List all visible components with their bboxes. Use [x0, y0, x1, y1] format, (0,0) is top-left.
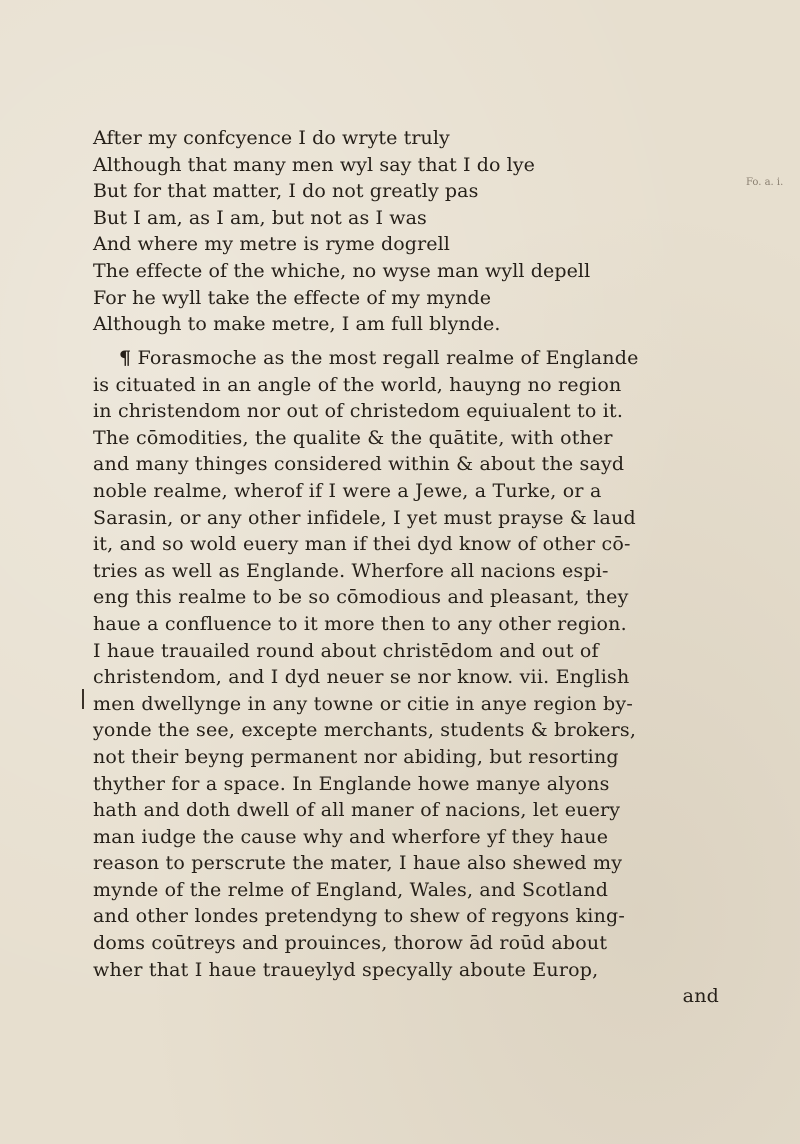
prose-line-first: [93, 345, 733, 372]
prose-line: noble realme, wherof if I were a Jewe, a Turke, or a: [93, 479, 602, 502]
prose-line: Sarasin, or any other infidele, I yet must prayse & laud: [93, 506, 636, 529]
prose-line: wher that I haue traueylyd specyally aboute Europ,: [93, 958, 599, 981]
prose-line: not their beyng permanent nor abiding, but resorting: [93, 745, 619, 768]
prose-line: yonde the see, excepte merchants, students & brokers,: [93, 719, 637, 742]
verse-line: The effecte of the whiche, no wyse man wyll depell: [93, 259, 591, 282]
prose-line: The cōmodities, the qualite & the quātite, with other: [93, 426, 613, 449]
margin-note: Fo. a. i.: [746, 177, 784, 188]
catchword: and: [682, 985, 719, 1008]
verse-line: But I am, as I am, but not as I was: [93, 206, 427, 229]
prose-line: is cituated in an angle of the world, hauyng no region: [93, 373, 622, 396]
prose-block: [93, 345, 733, 1010]
verse-line: For he wyll take the effecte of my mynde: [93, 286, 492, 309]
prose-line: men dwellynge in any towne or citie in anye region by-: [93, 692, 633, 715]
prose-line-text: Forasmoche as the most regall realme of Englande: [137, 347, 639, 369]
verse-line: After my confcyence I do wryte truly: [93, 127, 450, 149]
prose-line: mynde of the relme of England, Wales, and Scotland: [93, 878, 609, 901]
margin-rule: [82, 689, 84, 709]
prose-line: christendom, and I dyd neuer se nor know. vii. English: [93, 666, 630, 689]
prose-line: in christendom nor out of christedom equiualent to it.: [93, 400, 624, 423]
prose-line: doms coūtreys and prouinces, thorow ād roūd about: [93, 932, 608, 955]
prose-line: and many thinges considered within & about the sayd: [93, 453, 625, 476]
prose-line: reason to perscrute the mater, I haue also shewed my: [93, 852, 623, 875]
prose-line: I haue trauailed round about christēdom and out of: [93, 639, 599, 662]
pilcrow-icon: ¶: [119, 347, 132, 369]
verse-line: And where my metre is ryme dogrell: [93, 233, 450, 256]
verse-line: Although to make metre, I am full blynde.: [93, 313, 501, 336]
prose-line: man iudge the cause why and wherfore yf they haue: [93, 825, 609, 848]
prose-line: eng this realme to be so cōmodious and pleasant, they: [93, 586, 629, 609]
prose-line: it, and so wold euery man if thei dyd know of other cō-: [93, 533, 631, 556]
prose-line: hath and doth dwell of all maner of nacions, let euery: [93, 799, 621, 822]
prose-line: haue a confluence to it more then to any other region.: [93, 612, 627, 635]
prose-line: and other londes pretendyng to shew of regyons king-: [93, 905, 625, 928]
prose-line: tries as well as Englande. Wherfore all nacions espi-: [93, 559, 609, 582]
verse-block: [93, 125, 733, 338]
verse-line: Although that many men wyl say that I do lye: [93, 153, 536, 176]
prose-line: thyther for a space. In Englande howe manye alyons: [93, 772, 610, 795]
verse-line: But for that matter, I do not greatly pas: [93, 180, 479, 203]
